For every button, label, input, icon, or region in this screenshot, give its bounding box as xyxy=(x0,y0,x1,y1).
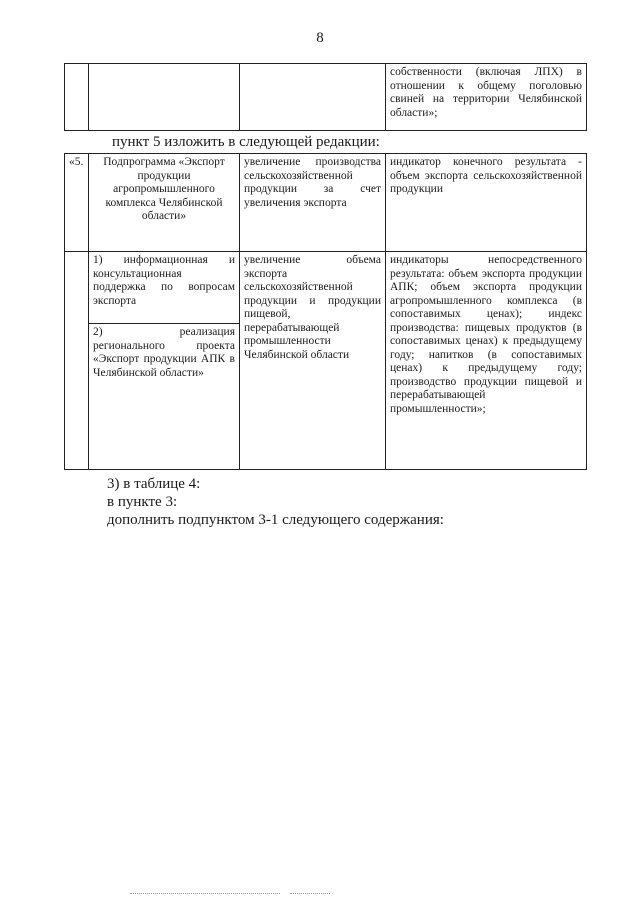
table-continuation xyxy=(64,63,587,131)
task-goal: увеличение объема экспорта сельскохозяйственной продукции и продукции пищевой, перерабатывающей промышленности Челябинской области xyxy=(240,252,386,470)
page-number: 8 xyxy=(316,30,324,46)
row-number: «5. xyxy=(65,154,89,252)
table-row xyxy=(65,252,587,324)
table-row xyxy=(65,64,587,131)
table-row xyxy=(65,154,587,252)
scan-artifact-line xyxy=(130,893,280,894)
table-cell: собственности (включая ЛПХ) в отношении к общему поголовью свиней на территории Челябинской области»; xyxy=(386,64,587,131)
paragraph: дополнить подпунктом 3-1 следующего содержания: xyxy=(107,512,444,528)
table-cell xyxy=(65,252,89,470)
subprogram-goal: увеличение производства сельскохозяйственной продукции за счет увеличения экспорта xyxy=(240,154,386,252)
task-item: 1) информационная и консультационная поддержка по вопросам экспорта xyxy=(89,252,240,324)
table-cell xyxy=(89,64,240,131)
scan-artifact-line xyxy=(290,893,330,894)
final-indicator: индикатор конечного результата - объем экспорта сельскохозяйственной продукции xyxy=(386,154,587,252)
paragraph: 3) в таблице 4: xyxy=(107,476,201,492)
direct-indicators: индикаторы непосредственного результата: объем экспорта продукции АПК; объем экспорта продукции агропромышленного комплекса (в сопоставимых ценах); индекс производства: пищевых продуктов (в сопоставимых ценах) к предыдущему году; напитков (в сопоставимых ценах) к предыдущему году; производство продукции пищевой и перерабатывающей промышленности»; xyxy=(386,252,587,470)
task-item: 2) реализация регионального проекта «Экспорт продукции АПК в Челябинской области» xyxy=(89,324,240,470)
subprogram-name: Подпрограмма «Экспорт продукции агропромышленного комплекса Челябинской области» xyxy=(89,154,240,252)
paragraph: в пункте 3: xyxy=(107,494,178,510)
table-cell xyxy=(65,64,89,131)
paragraph: пункт 5 изложить в следующей редакции: xyxy=(112,134,380,150)
table-cell xyxy=(240,64,386,131)
table-subprogram xyxy=(64,153,587,470)
